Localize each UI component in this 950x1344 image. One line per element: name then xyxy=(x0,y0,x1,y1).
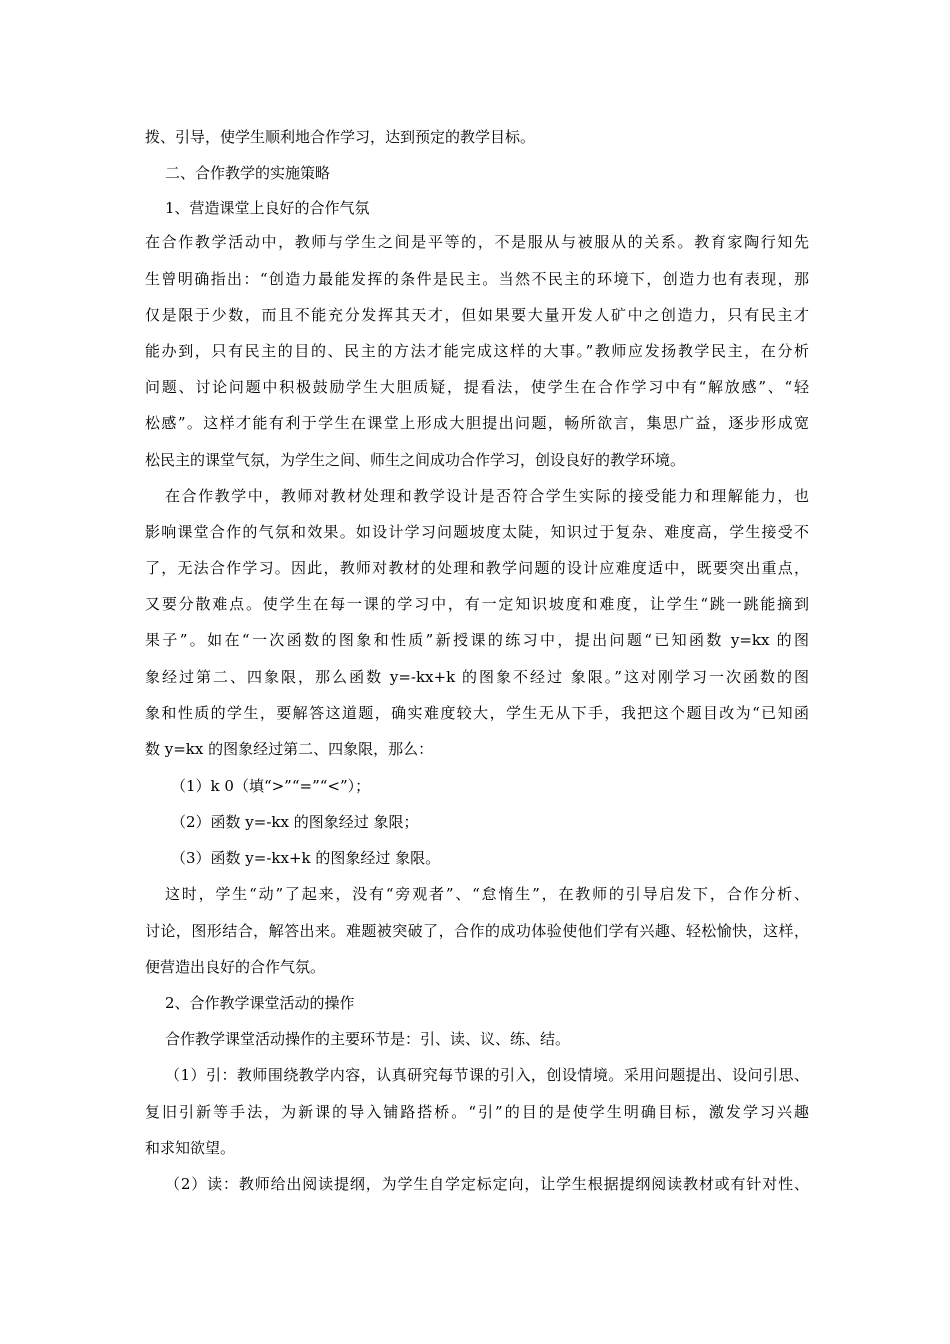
text-line: （1）引：教师围绕教学内容，认真研究每节课的引入，创设情境。采用问题提出、设问引思、 xyxy=(165,1066,809,1084)
text-line: 在合作教学活动中，教师与学生之间是平等的，不是服从与被服从的关系。教育家陶行知先 xyxy=(145,233,809,251)
text-line: 问题、讨论问题中积极鼓励学生大胆质疑，提看法，使学生在合作学习中有“解放感”、“轻 xyxy=(145,378,809,396)
text-line: 和求知欲望。 xyxy=(145,1139,236,1157)
subsection-heading: 1、营造课堂上良好的合作气氛 xyxy=(165,199,370,217)
text-line: 了，无法合作学习。因此，教师对教材的处理和教学问题的设计应难度适中，既要突出重点， xyxy=(145,559,809,577)
text-line: 复旧引新等手法，为新课的导入铺路搭桥。“引”的目的是使学生明确目标，激发学习兴趣 xyxy=(145,1103,809,1121)
text-line: 象经过第二、四象限，那么函数 y=-kx+k 的图象不经过 象限。”这对刚学习一次函数的图 xyxy=(145,668,809,686)
text-line: 在合作教学中，教师对教材处理和教学设计是否符合学生实际的接受能力和理解能力，也 xyxy=(165,487,809,505)
text-line: 便营造出良好的合作气氛。 xyxy=(145,958,326,976)
text-line: 生曾明确指出：“创造力最能发挥的条件是民主。当然不民主的环境下，创造力也有表现，那 xyxy=(145,270,809,288)
text-line: 松感”。这样才能有利于学生在课堂上形成大胆提出问题，畅所欲言，集思广益，逐步形成宽 xyxy=(145,414,809,432)
exercise-item: （2）函数 y=-kx 的图象经过 象限； xyxy=(171,813,419,831)
text-line: 影响课堂合作的气氛和效果。如设计学习问题坡度太陡，知识过于复杂、难度高，学生接受不 xyxy=(145,523,809,541)
text-line: 又要分散难点。使学生在每一课的学习中，有一定知识坡度和难度，让学生“跳一跳能摘到 xyxy=(145,595,809,613)
exercise-item: （3）函数 y=-kx+k 的图象经过 象限。 xyxy=(171,849,441,867)
text-line: （2）读：教师给出阅读提纲，为学生自学定标定向，让学生根据提纲阅读教材或有针对性、 xyxy=(165,1175,809,1193)
exercise-item: （1）k 0（填“>”“=”“<”）； xyxy=(171,777,371,795)
text-line: 仅是限于少数，而且不能充分发挥其天才，但如果要大量开发人矿中之创造力，只有民主才 xyxy=(145,306,809,324)
text-line: 拨、引导，使学生顺利地合作学习，达到预定的教学目标。 xyxy=(145,128,536,146)
text-line: 这时，学生“动”了起来，没有“旁观者”、“怠惰生”，在教师的引导启发下，合作分析、 xyxy=(165,885,809,903)
text-line: 能办到，只有民主的目的、民主的方法才能完成这样的大事。”教师应发扬教学民主，在分析 xyxy=(145,342,809,360)
text-line: 讨论，图形结合，解答出来。难题被突破了，合作的成功体验使他们学有兴趣、轻松愉快，这样， xyxy=(145,922,809,940)
text-line: 合作教学课堂活动操作的主要环节是：引、读、议、练、结。 xyxy=(165,1030,571,1048)
text-line: 果子”。如在“一次函数的图象和性质”新授课的练习中，提出问题“已知函数 y=kx 的图 xyxy=(145,631,809,649)
subsection-heading: 2、合作教学课堂活动的操作 xyxy=(165,994,355,1012)
text-line: 数 y=kx 的图象经过第二、四象限，那么： xyxy=(145,740,434,758)
section-heading: 二、合作教学的实施策略 xyxy=(165,164,331,182)
text-line: 松民主的课堂气氛，为学生之间、师生之间成功合作学习，创设良好的教学环境。 xyxy=(145,451,686,469)
text-line: 象和性质的学生，要解答这道题，确实难度较大，学生无从下手，我把这个题目改为“已知函 xyxy=(145,704,809,722)
